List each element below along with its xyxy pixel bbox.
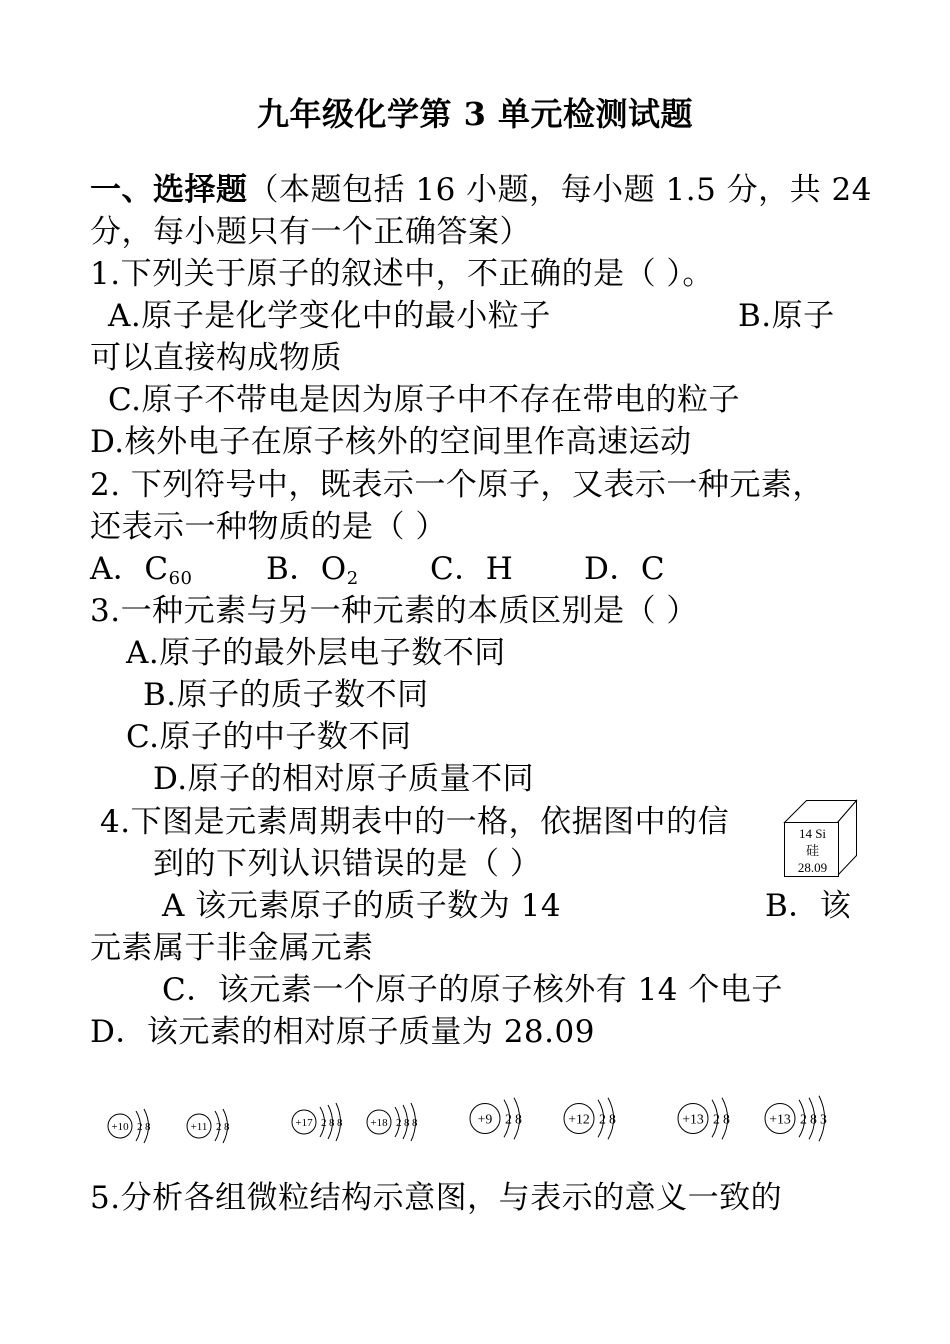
shell-electron-count: 8 [609,1111,616,1127]
shell-electron-count: 8 [723,1111,730,1127]
q2-option-a: A．$C_{60}$ [90,551,193,589]
shell-electron-count: 3 [820,1111,827,1127]
atom-diagram [106,1108,162,1152]
q1-option-d: D.核外电子在原子核外的空间里作高速运动 [90,424,692,460]
cell-element-name: 硅 [805,843,819,858]
nucleus-charge: +10 [111,1121,129,1133]
atom-diagram [468,1096,534,1149]
q3-option-d: D.原子的相对原子质量不同 [153,761,535,797]
q4-option-b-continued: 元素属于非金属元素 [90,930,374,966]
shell-electron-count: 2 [216,1121,222,1133]
q1-option-b: B.原子 [738,298,835,334]
atom-diagram [763,1096,839,1149]
q1-option-b-continued: 可以直接构成物质 [90,340,342,376]
nucleus-charge: +11 [190,1121,208,1133]
nucleus-charge: +18 [370,1117,388,1129]
shell-electron-count: 8 [337,1117,343,1129]
shell-electron-count: 2 [137,1121,143,1133]
q3-option-c: C.原子的中子数不同 [126,719,412,755]
shell-electron-count: 2 [800,1111,807,1127]
shell-electron-count: 2 [396,1117,402,1129]
q5-stem: 5.分析各组微粒结构示意图，与表示的意义一致的 [90,1180,783,1216]
shell-electron-count: 2 [713,1111,720,1127]
q1-stem: 1.下列关于原子的叙述中，不正确的是（ ）。 [90,256,714,292]
q4-option-d: D．该元素的相对原子质量为 28.09 [90,1014,595,1050]
q2-option-c: C．H [430,551,514,587]
q2-option-b: B．$O_2$ [266,551,359,589]
q4-option-b: B．该 [765,888,852,924]
shell-electron-count: 8 [145,1121,151,1133]
q3-option-a: A.原子的最外层电子数不同 [126,635,506,671]
shell-electron-count: 8 [224,1121,230,1133]
periodic-table-cell [784,800,858,876]
nucleus-charge: +9 [477,1111,493,1127]
shell-electron-count: 2 [321,1117,327,1129]
section-note-continued: 分，每小题只有一个正确答案） [90,214,531,250]
atom-diagram [562,1096,628,1149]
q4-stem: 4.下图是元素周期表中的一格，依据图中的信 [100,804,730,840]
nucleus-charge: +13 [769,1111,791,1127]
shell-electron-count: 8 [515,1111,522,1127]
q3-stem: 3.一种元素与另一种元素的本质区别是（ ） [90,593,698,629]
q4-stem-continued: 到的下列认识错误的是（ ） [153,846,542,882]
shell-electron-count: 8 [412,1117,418,1129]
atom-diagram [676,1096,742,1149]
atom-diagram [290,1104,354,1148]
q2-option-d: D．C [584,551,666,587]
cube-front [784,822,839,877]
nucleus-charge: +17 [295,1117,313,1129]
q1-option-c: C.原子不带电是因为原子中不存在带电的粒子 [108,382,740,418]
atom-diagram [365,1104,429,1148]
shell-electron-count: 2 [505,1111,512,1127]
atom-diagram [185,1108,241,1152]
q1-option-a: A.原子是化学变化中的最小粒子 [108,298,551,334]
section-note: （本题包括 16 小题，每小题 1.5 分，共 24 [247,172,872,208]
nucleus-charge: +13 [682,1111,704,1127]
q4-option-c: C．该元素一个原子的原子核外有 14 个电子 [162,972,783,1008]
q3-option-b: B.原子的质子数不同 [143,677,429,713]
shell-electron-count: 8 [810,1111,817,1127]
shell-electron-count: 8 [404,1117,410,1129]
nucleus-charge: +12 [568,1111,590,1127]
page-title: 九年级化学第 3 单元检测试题 [256,95,694,133]
cell-atomic-mass: 28.09 [797,860,828,875]
section-heading: 一、选择题 [90,172,248,208]
section-heading-line [90,172,872,208]
q2-stem-continued: 还表示一种物质的是（ ） [90,509,447,545]
cell-number-symbol: 14 Si [798,826,827,841]
shell-electron-count: 8 [329,1117,335,1129]
q4-option-a: A 该元素原子的质子数为 14 [162,888,562,924]
q2-stem: 2. 下列符号中，既表示一个原子，又表示一种元素， [90,467,824,503]
shell-electron-count: 2 [599,1111,606,1127]
